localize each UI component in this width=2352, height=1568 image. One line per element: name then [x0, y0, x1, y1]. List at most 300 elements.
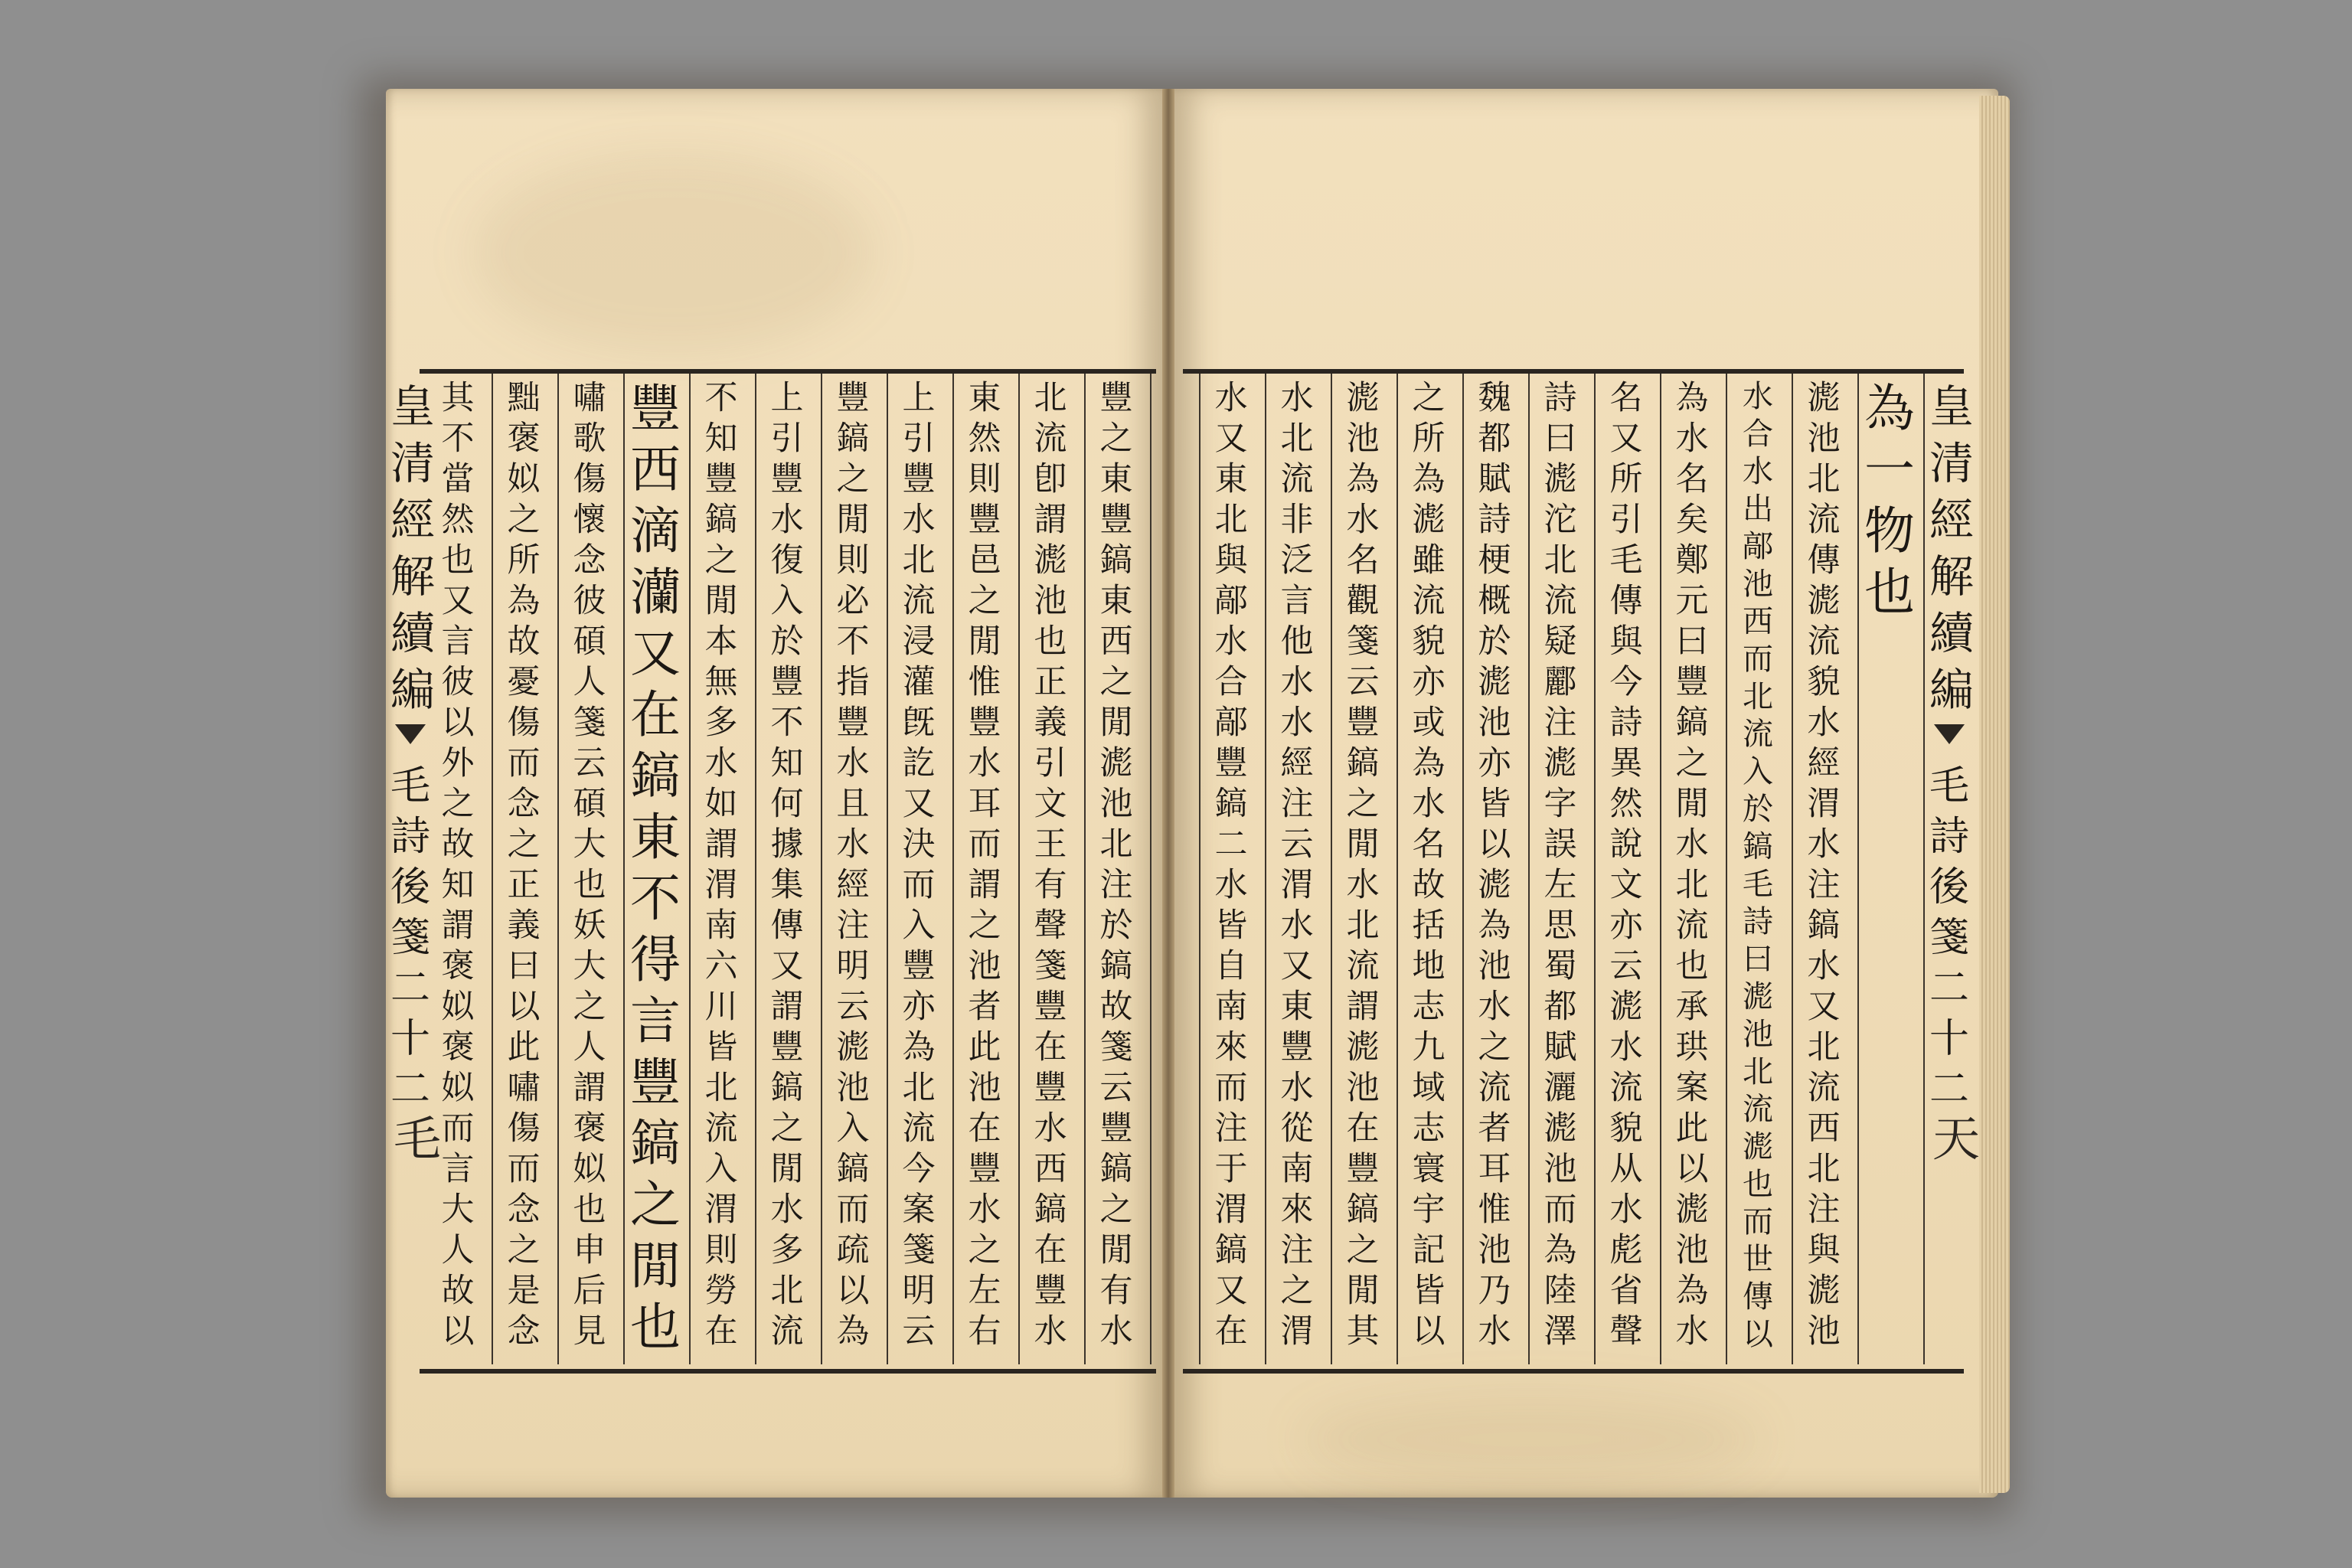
text-char: 也 [1743, 1167, 1773, 1202]
spine-title-char: 清 [390, 437, 436, 489]
spine-sub-char: 毛 [1929, 763, 1970, 809]
text-char: 入 [902, 906, 936, 945]
text-char: 北 [704, 1069, 738, 1107]
text-char: 賦 [1478, 460, 1511, 498]
text-char: 旣 [902, 704, 936, 742]
text-char: 流 [704, 1109, 738, 1148]
column-rule [887, 374, 888, 1364]
text-char: 必 [836, 582, 870, 620]
right-page-spine [1929, 378, 1975, 1361]
column-rule [1265, 374, 1266, 1364]
text-char: 都 [1478, 420, 1511, 458]
text-char: 言 [441, 622, 475, 661]
text-char: 豐 [1280, 1028, 1314, 1067]
text-char: 之 [441, 785, 475, 823]
text-char: 來 [1214, 1028, 1248, 1067]
text-char: 水 [1280, 379, 1314, 417]
text-char: 他 [1280, 622, 1314, 661]
text-char: 傳 [1743, 1279, 1773, 1315]
text-char: 懷 [573, 501, 606, 539]
text-char: 豐 [770, 1028, 804, 1067]
text-char: 云 [1609, 947, 1643, 985]
text-char: 鄗 [1214, 704, 1248, 742]
text-char: 謂 [441, 906, 475, 945]
text-char: 言 [441, 1150, 475, 1188]
text-char: 不 [630, 869, 681, 928]
text-char: 誤 [1544, 825, 1577, 864]
text-char: 貌 [1609, 1109, 1643, 1148]
text-char: 傳 [1807, 541, 1841, 580]
text-char: 於 [1743, 792, 1773, 827]
text-char: 記 [1412, 1231, 1446, 1269]
text-char: 沱 [1544, 501, 1577, 539]
text-char: 念 [573, 541, 606, 580]
text-char: 而 [902, 866, 936, 904]
text-char: 之 [1346, 785, 1380, 823]
text-char: 水 [968, 1191, 1001, 1229]
spine-sub-char: 二 [1929, 965, 1970, 1011]
text-char: 彼 [573, 582, 606, 620]
text-char: 水 [1280, 663, 1314, 701]
text-char: 為 [902, 1028, 936, 1067]
fishtail-mark [395, 724, 426, 755]
text-char: 在 [1034, 1231, 1067, 1269]
text-char: 宇 [1412, 1191, 1446, 1229]
text-char: 豐 [1346, 704, 1380, 742]
text-char: 池 [1099, 785, 1133, 823]
text-char: 渭 [1280, 866, 1314, 904]
text-char: 北 [770, 1272, 804, 1310]
text-char: 義 [507, 906, 541, 945]
text-char: 其 [441, 379, 475, 417]
text-char: 從 [1280, 1109, 1314, 1148]
text-char: 為 [1675, 379, 1709, 417]
text-char: 水 [1807, 947, 1841, 985]
spine-title-char: 經 [1929, 494, 1975, 546]
spine-sub-char: 二 [390, 1067, 431, 1112]
text-char: 以 [836, 1272, 870, 1310]
text-char: 何 [770, 785, 804, 823]
text-char: 惟 [968, 663, 1001, 701]
text-char: 流 [1412, 582, 1446, 620]
text-char: 以 [1675, 1150, 1709, 1188]
text-char: 滮 [1609, 988, 1643, 1026]
text-char: 文 [1034, 785, 1067, 823]
text-char: 也 [1864, 563, 1915, 622]
text-char: 池 [968, 947, 1001, 985]
text-char: 鎬 [704, 501, 738, 539]
text-char: 字 [1544, 785, 1577, 823]
text-char: 為 [836, 1312, 870, 1351]
text-char: 水 [1280, 1069, 1314, 1107]
text-char: 地 [1412, 947, 1446, 985]
text-char: 聲 [1609, 1312, 1643, 1351]
text-char: 而 [1214, 1069, 1248, 1107]
text-char: 北 [1675, 866, 1709, 904]
text-char: 為 [1412, 744, 1446, 782]
text-char: 正 [1034, 663, 1067, 701]
text-char: 妖 [573, 906, 606, 945]
text-char: 為 [1864, 379, 1915, 438]
spine-title-char: 皇 [1929, 381, 1975, 433]
column-rule [557, 374, 559, 1364]
text-char: 矣 [1675, 501, 1709, 539]
text-char: 言 [1280, 582, 1314, 620]
text-char: 都 [1544, 988, 1577, 1026]
text-char: 閒 [1099, 1231, 1133, 1269]
text-char: 而 [441, 1109, 475, 1148]
text-char: 閒 [770, 1150, 804, 1188]
text-char: 褒 [441, 1028, 475, 1067]
text-char: 勞 [704, 1272, 738, 1310]
text-char: 當 [441, 460, 475, 498]
text-char: 水 [1807, 825, 1841, 864]
spine-title-char: 解 [1929, 550, 1975, 603]
text-char: 水 [770, 501, 804, 539]
text-char: 鎬 [1099, 1150, 1133, 1188]
text-char: 外 [441, 744, 475, 782]
text-char: 則 [968, 460, 1001, 498]
text-char: 箋 [902, 1231, 936, 1269]
text-char: 耳 [1478, 1150, 1511, 1188]
text-char: 在 [704, 1312, 738, 1351]
text-char: 大 [441, 1191, 475, 1229]
text-char: 歌 [573, 420, 606, 458]
text-char: 鎬 [1099, 541, 1133, 580]
text-char: 滮 [1099, 744, 1133, 782]
text-char: 水 [968, 744, 1001, 782]
text-char: 北 [1807, 1150, 1841, 1188]
text-char: 東 [1099, 460, 1133, 498]
text-char: 黜 [507, 379, 541, 417]
text-char: 而 [836, 1191, 870, 1229]
text-char: 灡 [630, 563, 681, 622]
text-char: 褒 [573, 1109, 606, 1148]
text-char: 水 [1743, 454, 1773, 489]
text-char: 云 [1099, 1069, 1133, 1107]
text-char: 貌 [1807, 663, 1841, 701]
text-char: 知 [441, 866, 475, 904]
text-char: 在 [1346, 1109, 1380, 1148]
text-char: 言 [630, 991, 681, 1050]
text-char: 明 [902, 1272, 936, 1310]
text-char: 則 [704, 1231, 738, 1269]
text-char: 名 [1609, 379, 1643, 417]
text-char: 此 [1675, 1109, 1709, 1148]
text-char: 如 [704, 785, 738, 823]
text-column [890, 378, 948, 1361]
text-char: 也 [1675, 947, 1709, 985]
text-char: 豐 [968, 704, 1001, 742]
text-char: 皆 [1478, 785, 1511, 823]
spine-sub-char: 二 [390, 965, 431, 1011]
text-char: 水 [1675, 825, 1709, 864]
text-column [758, 378, 816, 1361]
text-char: 疑 [1544, 622, 1577, 661]
text-char: 域 [1412, 1069, 1446, 1107]
text-char: 大 [573, 825, 606, 864]
text-char: 注 [836, 906, 870, 945]
text-char: 于 [1214, 1150, 1248, 1188]
spine-sub-char: 二 [1929, 1067, 1970, 1112]
column-rule [623, 374, 625, 1364]
text-column [1334, 378, 1392, 1361]
text-char: 東 [1214, 460, 1248, 498]
text-char: 入 [704, 1150, 738, 1188]
text-char: 南 [704, 906, 738, 945]
text-char: 鎬 [630, 746, 681, 805]
text-char: 不 [441, 420, 475, 458]
text-char: 云 [1346, 663, 1380, 701]
text-char: 亦 [1412, 663, 1446, 701]
text-char: 申 [573, 1231, 606, 1269]
right-page-folio: 天 [1932, 1111, 1981, 1167]
text-char: 在 [630, 685, 681, 744]
text-char: 渭 [704, 1191, 738, 1229]
text-char: 也 [573, 866, 606, 904]
text-char: 池 [1346, 420, 1380, 458]
text-char: 曰 [1544, 420, 1577, 458]
text-char: 概 [1478, 582, 1511, 620]
column-rule [1084, 374, 1086, 1364]
text-char: 說 [1609, 825, 1643, 864]
text-char: 滴 [630, 501, 681, 560]
text-char: 水 [1034, 1109, 1067, 1148]
text-char: 豐 [1346, 1150, 1380, 1188]
text-char: 念 [507, 1312, 541, 1351]
text-char: 傷 [507, 1109, 541, 1148]
text-char: 謂 [573, 1069, 606, 1107]
text-char: 義 [1034, 704, 1067, 742]
text-char: 北 [1099, 825, 1133, 864]
text-char: 滮 [1743, 1129, 1773, 1165]
text-char: 之 [968, 582, 1001, 620]
text-char: 右 [968, 1312, 1001, 1351]
column-rule [821, 374, 822, 1364]
text-char: 念 [507, 785, 541, 823]
text-char: 也 [573, 1191, 606, 1229]
text-char: 云 [573, 744, 606, 782]
text-char: 與 [1214, 541, 1248, 580]
text-char: 豐 [836, 704, 870, 742]
text-char: 池 [1807, 420, 1841, 458]
text-char: 人 [441, 1231, 475, 1269]
text-char: 流 [1807, 1069, 1841, 1107]
text-char: 而 [507, 744, 541, 782]
text-column [1597, 378, 1655, 1361]
text-char: 之 [704, 541, 738, 580]
text-char: 西 [1034, 1150, 1067, 1188]
text-char: 與 [1807, 1231, 1841, 1269]
text-char: 東 [968, 379, 1001, 417]
text-char: 注 [1099, 866, 1133, 904]
text-char: 滮 [1544, 1109, 1577, 1148]
text-char: 為 [1478, 906, 1511, 945]
text-column [1663, 378, 1721, 1361]
spine-sub-char: 箋 [1929, 915, 1970, 961]
text-char: 注 [1544, 704, 1577, 742]
text-char: 豐 [630, 1053, 681, 1112]
column-rule [952, 374, 954, 1364]
text-char: 鎬 [1675, 704, 1709, 742]
text-char: 自 [1214, 947, 1248, 985]
text-char: 而 [1743, 642, 1773, 677]
text-char: 二 [1214, 825, 1248, 864]
text-char: 箋 [1099, 1028, 1133, 1067]
text-char: 謂 [968, 866, 1001, 904]
text-char: 鄗 [1743, 529, 1773, 564]
text-char: 豐 [630, 379, 681, 438]
text-char: 之 [507, 1231, 541, 1269]
text-column [1795, 378, 1853, 1361]
text-char: 鎬 [1346, 1191, 1380, 1229]
text-char: 耳 [968, 785, 1001, 823]
text-char: 水 [1214, 379, 1248, 417]
text-char: 有 [1034, 866, 1067, 904]
text-char: 梗 [1478, 541, 1511, 580]
text-char: 灌 [902, 663, 936, 701]
text-char: 合 [1743, 416, 1773, 452]
text-char: 在 [1034, 1028, 1067, 1067]
text-char: 九 [1412, 1028, 1446, 1067]
text-char: 不 [704, 379, 738, 417]
text-char: 據 [770, 825, 804, 864]
text-char: 澤 [1544, 1312, 1577, 1351]
text-char: 惟 [1478, 1191, 1511, 1229]
text-char: 在 [968, 1109, 1001, 1148]
text-char: 渭 [1214, 1191, 1248, 1229]
text-char: 后 [573, 1272, 606, 1310]
text-char: 之 [968, 906, 1001, 945]
text-char: 流 [1544, 582, 1577, 620]
text-char: 以 [1743, 1317, 1773, 1352]
paper-stain [475, 153, 873, 352]
text-char: 鄗 [1214, 582, 1248, 620]
text-char: 為 [507, 582, 541, 620]
text-char: 之 [1478, 1028, 1511, 1067]
text-column [1465, 378, 1524, 1361]
text-char: 西 [1099, 622, 1133, 661]
text-char: 姒 [507, 460, 541, 498]
text-char: 毛 [1609, 541, 1643, 580]
text-char: 鎬 [770, 1069, 804, 1107]
text-char: 括 [1412, 906, 1446, 945]
text-char: 入 [1743, 754, 1773, 789]
text-char: 皆 [1412, 1272, 1446, 1310]
text-char: 北 [1544, 541, 1577, 580]
text-column [1531, 378, 1589, 1361]
text-char: 不 [836, 622, 870, 661]
text-char: 以 [441, 1312, 475, 1351]
text-char: 流 [1280, 460, 1314, 498]
spine-sub-char: 詩 [1929, 814, 1970, 860]
text-char: 水 [770, 1191, 804, 1229]
text-char: 傳 [1609, 582, 1643, 620]
text-char: 閒 [1346, 1272, 1380, 1310]
text-char: 所 [507, 541, 541, 580]
spine-sub-char: 十 [1929, 1016, 1970, 1062]
text-char: 池 [1478, 1231, 1511, 1269]
text-char: 之 [770, 1109, 804, 1148]
text-char: 閒 [836, 501, 870, 539]
text-char: 人 [573, 1028, 606, 1067]
text-char: 之 [1346, 1231, 1380, 1269]
text-char: 姒 [573, 1150, 606, 1188]
text-char: 彪 [1609, 1231, 1643, 1269]
text-char: 思 [1544, 906, 1577, 945]
text-char: 北 [1743, 679, 1773, 714]
text-char: 經 [1280, 744, 1314, 782]
text-char: 流 [1346, 947, 1380, 985]
text-char: 水 [1743, 379, 1773, 414]
text-char: 閒 [630, 1236, 681, 1295]
text-char: 注 [1280, 1231, 1314, 1269]
text-char: 鎬 [1807, 906, 1841, 945]
text-char: 皆 [1214, 906, 1248, 945]
text-char: 嘯 [507, 1069, 541, 1107]
text-char: 池 [1034, 582, 1067, 620]
text-char: 亦 [1609, 906, 1643, 945]
text-column [1729, 378, 1787, 1361]
text-char: 鄭 [1675, 541, 1709, 580]
text-char: 水 [1478, 988, 1511, 1026]
text-char: 水 [1807, 704, 1841, 742]
text-char: 者 [968, 988, 1001, 1026]
text-char: 邑 [968, 541, 1001, 580]
spine-sub-char: 後 [1929, 864, 1970, 910]
text-char: 也 [1034, 622, 1067, 661]
text-char: 豐 [1034, 1272, 1067, 1310]
text-char: 珙 [1675, 1028, 1709, 1067]
text-char: 又 [902, 785, 936, 823]
text-char: 渭 [1807, 785, 1841, 823]
text-char: 北 [1346, 906, 1380, 945]
text-char: 之 [1099, 663, 1133, 701]
text-char: 此 [507, 1028, 541, 1067]
text-char: 之 [836, 460, 870, 498]
text-char: 豐 [1214, 744, 1248, 782]
text-char: 之 [1280, 1272, 1314, 1310]
text-char: 承 [1675, 988, 1709, 1026]
text-char: 水 [1280, 704, 1314, 742]
text-char: 嘯 [573, 379, 606, 417]
text-char: 鎬 [836, 420, 870, 458]
text-column [1021, 378, 1080, 1361]
text-char: 省 [1609, 1272, 1643, 1310]
text-char: 北 [902, 1069, 936, 1107]
text-char: 且 [836, 785, 870, 823]
text-char: 箋 [1346, 622, 1380, 661]
text-char: 云 [836, 988, 870, 1026]
column-rule [1594, 374, 1596, 1364]
text-char: 北 [1280, 420, 1314, 458]
text-char: 水 [1412, 785, 1446, 823]
text-char: 引 [770, 420, 804, 458]
text-char: 謂 [1346, 988, 1380, 1026]
text-char: 寰 [1412, 1150, 1446, 1188]
text-char: 也 [630, 1298, 681, 1357]
text-char: 之 [1099, 1191, 1133, 1229]
text-char: 傷 [573, 460, 606, 498]
text-char: 从 [1609, 1150, 1643, 1188]
text-char: 而 [1743, 1204, 1773, 1240]
paper-stain [1302, 1393, 1761, 1485]
text-char: 者 [1478, 1109, 1511, 1148]
spine-title-char: 經 [390, 494, 436, 546]
text-char: 是 [507, 1272, 541, 1310]
text-char: 之 [573, 988, 606, 1026]
text-char: 念 [507, 1191, 541, 1229]
